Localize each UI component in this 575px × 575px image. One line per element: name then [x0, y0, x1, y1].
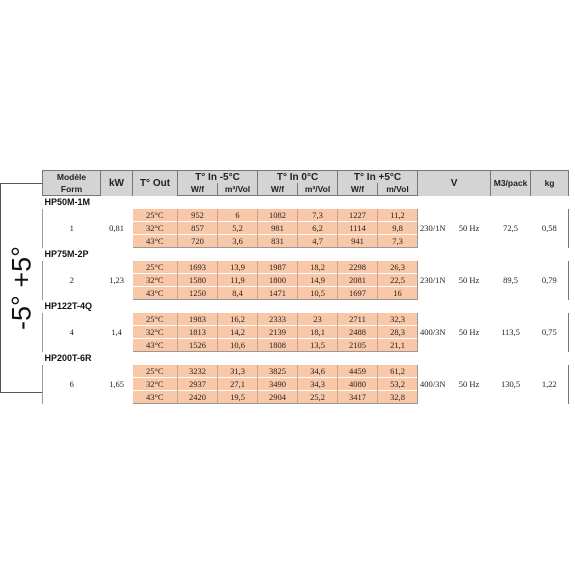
header-tin-plus5: T° In +5°C	[338, 171, 418, 184]
cell-value: 31,3	[218, 365, 258, 378]
header-tin-minus5: T° In -5°C	[178, 171, 258, 184]
header-m3pack: M3/pack	[491, 171, 531, 196]
voltage-value: 230/1N	[418, 209, 448, 248]
cell-value: 857	[178, 222, 218, 235]
table-row	[43, 365, 569, 378]
cell-value: 4,7	[298, 235, 338, 248]
cell-value: 3490	[258, 378, 298, 391]
cell-value: 61,2	[378, 365, 418, 378]
cell-value: 1526	[178, 339, 218, 352]
cell-value: 941	[338, 235, 378, 248]
table-row	[43, 209, 569, 222]
m3pack-value: 89,5	[491, 261, 531, 300]
cell-value: 1580	[178, 274, 218, 287]
cell-value: 32,8	[378, 391, 418, 404]
kg-value: 0,58	[531, 209, 569, 248]
cell-value: 13,5	[298, 339, 338, 352]
form-value: 6	[43, 365, 101, 404]
cell-value: 2937	[178, 378, 218, 391]
cell-value: 2139	[258, 326, 298, 339]
cell-value: 3,6	[218, 235, 258, 248]
cell-value: 2298	[338, 261, 378, 274]
header-form: Form	[43, 183, 101, 196]
cell-value: 19,5	[218, 391, 258, 404]
voltage-value: 400/3N	[418, 365, 448, 404]
tout-value: 25°C	[133, 261, 178, 274]
cell-value: 2420	[178, 391, 218, 404]
cell-value: 2105	[338, 339, 378, 352]
cell-value: 1114	[338, 222, 378, 235]
cell-value: 11,2	[378, 209, 418, 222]
tout-value: 25°C	[133, 313, 178, 326]
heat-pump-spec-table	[42, 170, 569, 404]
header-kg: kg	[531, 171, 569, 196]
cell-value: 1227	[338, 209, 378, 222]
cell-value: 6	[218, 209, 258, 222]
cell-value: 3232	[178, 365, 218, 378]
header-wf-0: W/f	[258, 183, 298, 196]
form-value: 2	[43, 261, 101, 300]
cell-value: 8,4	[218, 287, 258, 300]
kg-value: 0,79	[531, 261, 569, 300]
cell-value: 1693	[178, 261, 218, 274]
cell-value: 2333	[258, 313, 298, 326]
frequency-value: 50 Hz	[448, 365, 491, 404]
cell-value: 2711	[338, 313, 378, 326]
kw-value: 1,65	[101, 365, 133, 404]
voltage-value: 230/1N	[418, 261, 448, 300]
m3pack-value: 72,5	[491, 209, 531, 248]
cell-value: 1250	[178, 287, 218, 300]
cell-value: 2488	[338, 326, 378, 339]
header-v: V	[418, 171, 491, 196]
cell-value: 21,1	[378, 339, 418, 352]
cell-value: 32,3	[378, 313, 418, 326]
temperature-range-label	[0, 183, 42, 393]
tout-value: 32°C	[133, 274, 178, 287]
header-row-1	[43, 171, 569, 184]
cell-value: 1813	[178, 326, 218, 339]
tout-value: 43°C	[133, 391, 178, 404]
tout-value: 32°C	[133, 222, 178, 235]
cell-value: 25,2	[298, 391, 338, 404]
tout-value: 43°C	[133, 235, 178, 248]
cell-value: 2904	[258, 391, 298, 404]
tout-value: 43°C	[133, 339, 178, 352]
model-name: HP75M-2P	[44, 249, 89, 259]
cell-value: 1082	[258, 209, 298, 222]
cell-value: 4459	[338, 365, 378, 378]
kw-value: 1,4	[101, 313, 133, 352]
kg-value: 0,75	[531, 313, 569, 352]
kw-value: 0,81	[101, 209, 133, 248]
frequency-value: 50 Hz	[448, 313, 491, 352]
tout-value: 32°C	[133, 378, 178, 391]
cell-value: 1800	[258, 274, 298, 287]
cell-value: 13,9	[218, 261, 258, 274]
cell-value: 10,5	[298, 287, 338, 300]
cell-value: 981	[258, 222, 298, 235]
m3pack-value: 113,5	[491, 313, 531, 352]
table-row	[43, 313, 569, 326]
cell-value: 720	[178, 235, 218, 248]
tout-value: 32°C	[133, 326, 178, 339]
model-row-hp200t-6r	[43, 352, 569, 365]
frequency-value: 50 Hz	[448, 261, 491, 300]
cell-value: 9,8	[378, 222, 418, 235]
cell-value: 27,1	[218, 378, 258, 391]
cell-value: 18,2	[298, 261, 338, 274]
model-name: HP122T-4Q	[44, 301, 93, 311]
model-row-hp75m-2p	[43, 248, 569, 261]
header-m3vol-minus5: m³/Vol	[218, 183, 258, 196]
cell-value: 14,9	[298, 274, 338, 287]
cell-value: 10,6	[218, 339, 258, 352]
cell-value: 16,2	[218, 313, 258, 326]
kw-value: 1,23	[101, 261, 133, 300]
cell-value: 26,3	[378, 261, 418, 274]
cell-value: 28,3	[378, 326, 418, 339]
cell-value: 3825	[258, 365, 298, 378]
cell-value: 1808	[258, 339, 298, 352]
form-value: 1	[43, 209, 101, 248]
frequency-value: 50 Hz	[448, 209, 491, 248]
header-kw: kW	[101, 171, 133, 196]
cell-value: 16	[378, 287, 418, 300]
cell-value: 23	[298, 313, 338, 326]
model-name: HP50M-1M	[44, 197, 91, 207]
cell-value: 53,2	[378, 378, 418, 391]
cell-value: 18,1	[298, 326, 338, 339]
model-name: HP200T-6R	[44, 353, 92, 363]
cell-value: 11,9	[218, 274, 258, 287]
cell-value: 34,6	[298, 365, 338, 378]
model-row-hp50m-1m	[43, 196, 569, 209]
cell-value: 1983	[178, 313, 218, 326]
tout-value: 43°C	[133, 287, 178, 300]
header-modele: Modèle	[43, 171, 101, 184]
form-value: 4	[43, 313, 101, 352]
m3pack-value: 130,5	[491, 365, 531, 404]
cell-value: 22,5	[378, 274, 418, 287]
cell-value: 1697	[338, 287, 378, 300]
model-row-hp122t-4q	[43, 300, 569, 313]
cell-value: 7,3	[298, 209, 338, 222]
header-m3vol-0: m³/Vol	[298, 183, 338, 196]
cell-value: 2081	[338, 274, 378, 287]
cell-value: 1471	[258, 287, 298, 300]
header-wf-minus5: W/f	[178, 183, 218, 196]
cell-value: 4080	[338, 378, 378, 391]
table-row	[43, 261, 569, 274]
cell-value: 6,2	[298, 222, 338, 235]
cell-value: 34,3	[298, 378, 338, 391]
tout-value: 25°C	[133, 209, 178, 222]
cell-value: 5,2	[218, 222, 258, 235]
cell-value: 831	[258, 235, 298, 248]
header-wf-plus5: W/f	[338, 183, 378, 196]
voltage-value: 400/3N	[418, 313, 448, 352]
cell-value: 3417	[338, 391, 378, 404]
cell-value: 952	[178, 209, 218, 222]
header-tout: T° Out	[133, 171, 178, 196]
kg-value: 1,22	[531, 365, 569, 404]
header-mvol-plus5: m/Vol	[378, 183, 418, 196]
cell-value: 1987	[258, 261, 298, 274]
cell-value: 14,2	[218, 326, 258, 339]
header-tin-0: T° In 0°C	[258, 171, 338, 184]
tout-value: 25°C	[133, 365, 178, 378]
cell-value: 7,3	[378, 235, 418, 248]
temperature-range-text: -5° +5°	[6, 246, 36, 330]
